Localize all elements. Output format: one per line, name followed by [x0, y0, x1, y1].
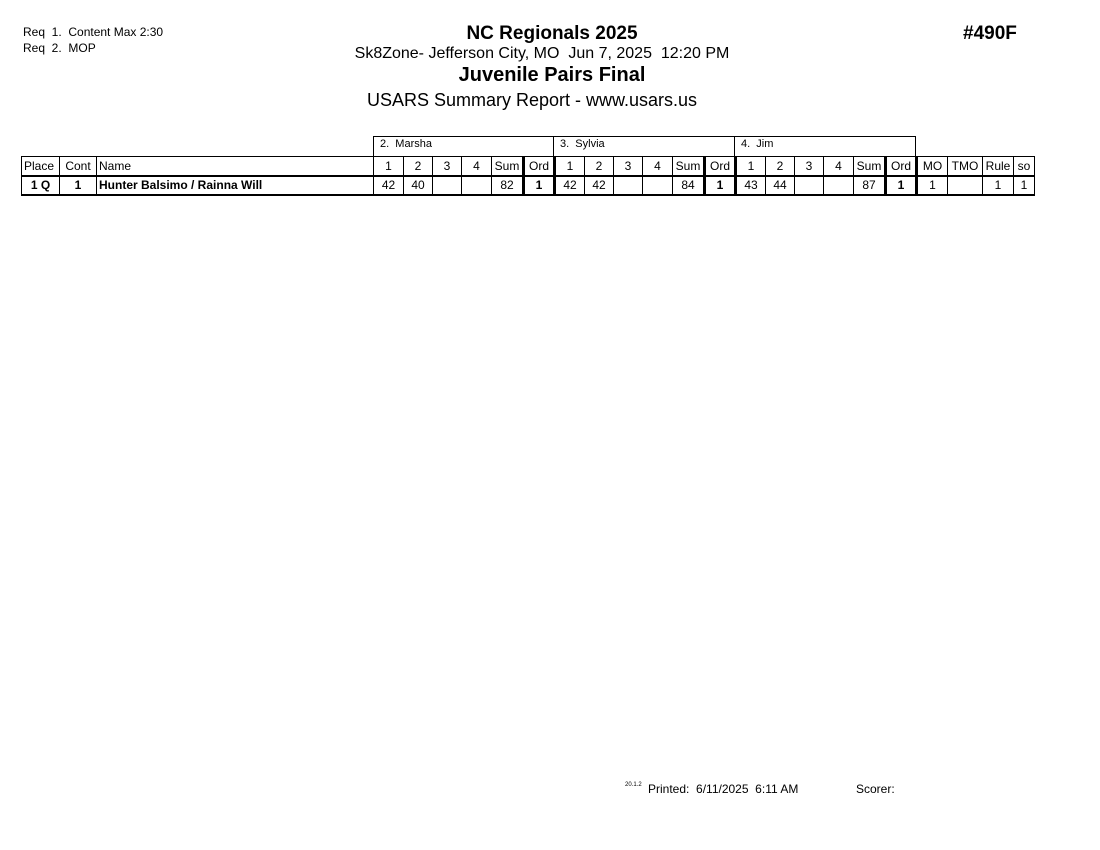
header-judge1-mark4: 4 — [462, 157, 492, 177]
header-judge3-sum: Sum — [854, 157, 886, 177]
header-cont: Cont — [60, 157, 97, 177]
header-tmo: TMO — [948, 157, 983, 177]
header-judge3-ord: Ord — [886, 157, 917, 177]
header-rule: Rule — [983, 157, 1014, 177]
header-judge1-sum: Sum — [492, 157, 524, 177]
header-judge3-mark1: 1 — [736, 157, 766, 177]
row-judge2-mark2: 42 — [585, 176, 614, 195]
header-judge2-ord: Ord — [705, 157, 736, 177]
table-header-row — [22, 157, 1035, 177]
row-mo: 1 — [917, 176, 948, 195]
header-judge1-ord: Ord — [524, 157, 555, 177]
header-so: so — [1014, 157, 1035, 177]
row-judge3-mark3 — [795, 176, 824, 195]
header-judge1-mark1: 1 — [374, 157, 404, 177]
row-judge2-mark4 — [643, 176, 673, 195]
row-tmo — [948, 176, 983, 195]
header-name: Name — [97, 157, 374, 177]
competition-location: Sk8Zone- Jefferson City, MO Jun 7, 2025 12:20 PM — [354, 45, 730, 62]
row-judge3-sum: 87 — [854, 176, 886, 195]
row-name: Hunter Balsimo / Rainna Will — [97, 176, 374, 195]
row-judge2-mark1: 42 — [555, 176, 585, 195]
printed-timestamp: Printed: 6/11/2025 6:11 AM — [648, 782, 799, 796]
row-judge1-mark2: 40 — [404, 176, 433, 195]
requirement-2: Req 2. MOP — [23, 41, 96, 55]
row-judge2-ord: 1 — [705, 176, 736, 195]
row-judge2-mark3 — [614, 176, 643, 195]
event-number: #490F — [963, 23, 1017, 44]
row-judge2-sum: 84 — [673, 176, 705, 195]
header-judge2-mark3: 3 — [614, 157, 643, 177]
judge-header-2: 3. Sylvia — [553, 136, 735, 156]
header-judge2-mark1: 1 — [555, 157, 585, 177]
row-place: 1 Q — [22, 176, 60, 195]
row-judge1-mark4 — [462, 176, 492, 195]
header-judge3-mark3: 3 — [795, 157, 824, 177]
header-place: Place — [22, 157, 60, 177]
row-judge3-mark1: 43 — [736, 176, 766, 195]
results-table — [21, 156, 1035, 196]
header-judge2-mark4: 4 — [643, 157, 673, 177]
table-row — [22, 176, 1035, 195]
row-judge3-ord: 1 — [886, 176, 917, 195]
header-judge2-sum: Sum — [673, 157, 705, 177]
row-judge1-mark3 — [433, 176, 462, 195]
report-title: USARS Summary Report - www.usars.us — [366, 90, 698, 110]
competition-title: NC Regionals 2025 — [466, 23, 638, 44]
judge-header-1: 2. Marsha — [373, 136, 554, 156]
header-judge3-mark2: 2 — [766, 157, 795, 177]
event-name: Juvenile Pairs Final — [458, 64, 646, 86]
row-judge1-ord: 1 — [524, 176, 555, 195]
header-judge2-mark2: 2 — [585, 157, 614, 177]
header-judge1-mark2: 2 — [404, 157, 433, 177]
row-judge3-mark2: 44 — [766, 176, 795, 195]
scorer-label: Scorer: — [856, 782, 895, 796]
header-mo: MO — [917, 157, 948, 177]
row-so: 1 — [1014, 176, 1035, 195]
header-judge1-mark3: 3 — [433, 157, 462, 177]
row-cont: 1 — [60, 176, 97, 195]
row-judge1-mark1: 42 — [374, 176, 404, 195]
requirement-1: Req 1. Content Max 2:30 — [23, 25, 164, 39]
software-version: 20.1.2 — [625, 782, 642, 788]
judge-header-3: 4. Jim — [734, 136, 916, 156]
row-judge3-mark4 — [824, 176, 854, 195]
row-rule: 1 — [983, 176, 1014, 195]
row-judge1-sum: 82 — [492, 176, 524, 195]
header-judge3-mark4: 4 — [824, 157, 854, 177]
